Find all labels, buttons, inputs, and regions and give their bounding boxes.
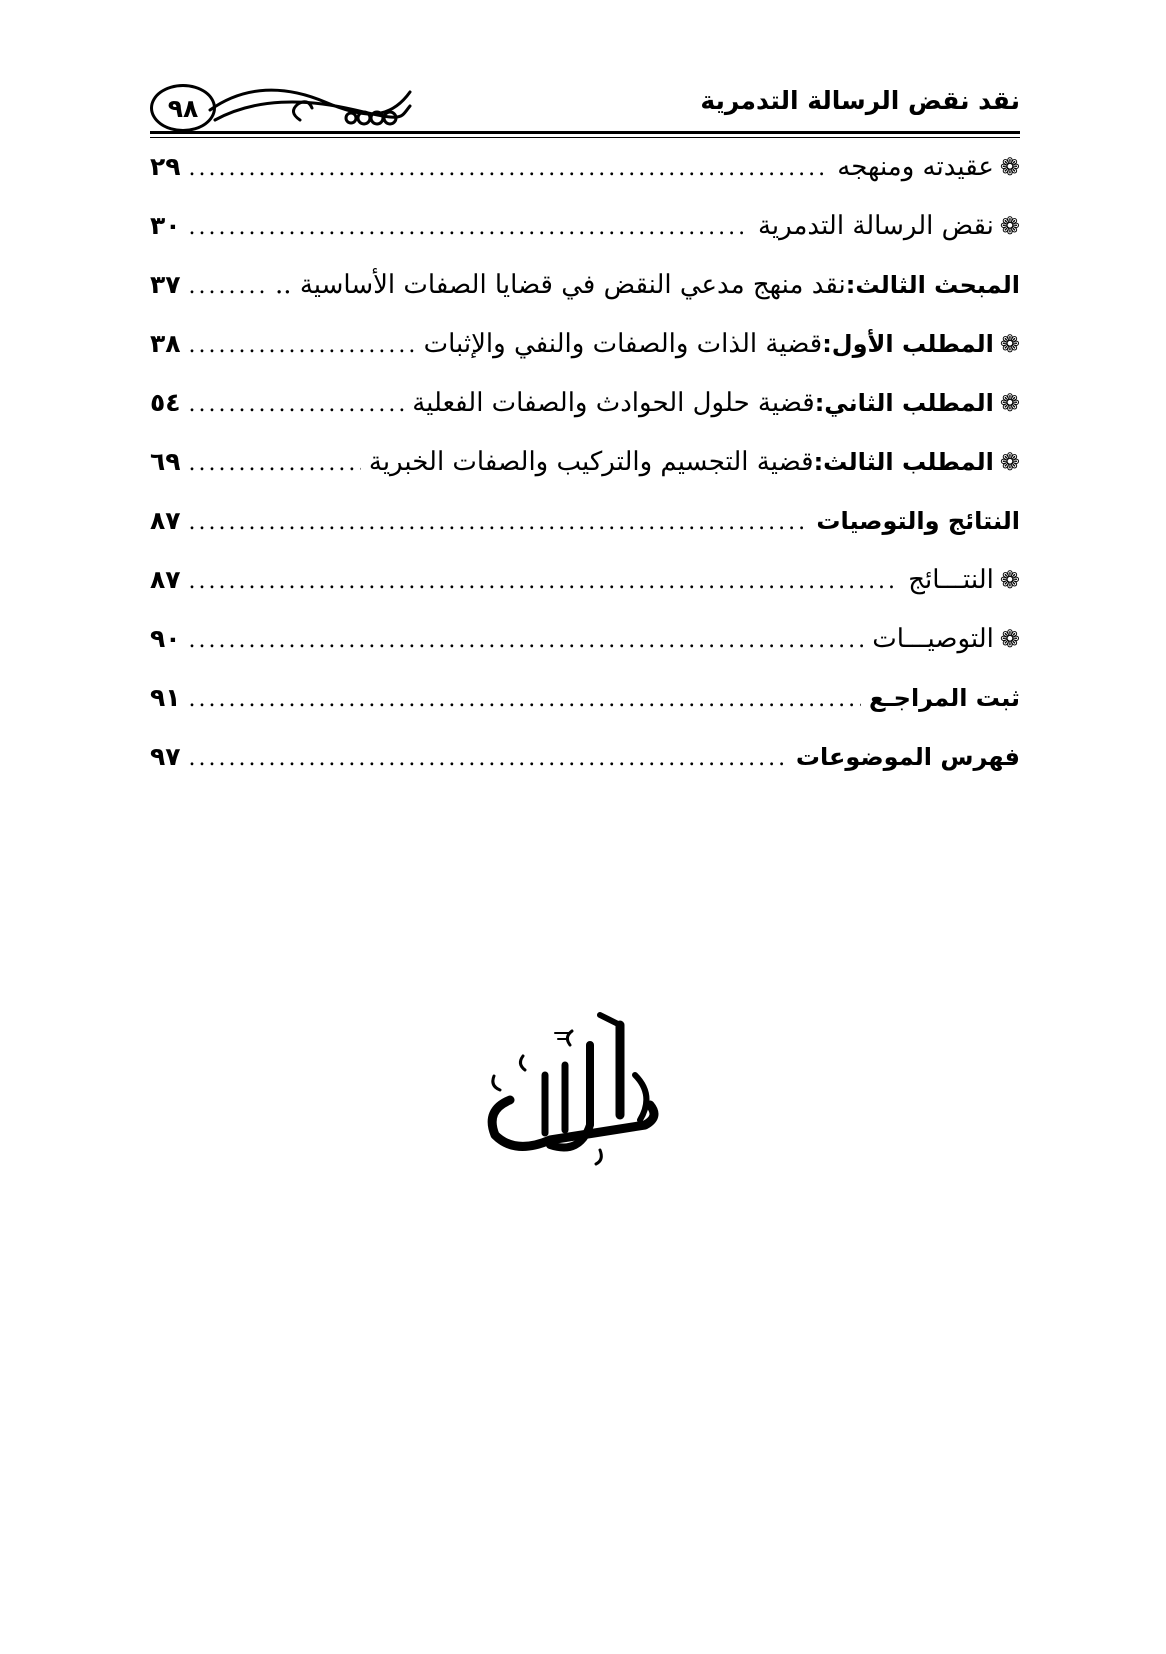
toc-entry[interactable]: [150, 742, 1020, 801]
dot-leader: [189, 274, 268, 299]
toc-entry[interactable]: [150, 624, 1020, 683]
toc-entry[interactable]: [150, 270, 1020, 329]
toc-entry-title: التوصيـــات: [872, 624, 994, 654]
toc-page-number: ٣٠: [150, 211, 181, 240]
dot-leader: [189, 392, 405, 417]
toc-page-number: ٣٧: [150, 270, 181, 299]
toc-entry-title: نقض الرسالة التدمرية: [757, 211, 994, 241]
toc-entry-title: ثبت المراجـع: [869, 684, 1020, 712]
toc-entry-heading: المطلب الثاني:: [814, 389, 994, 417]
dot-leader: [189, 687, 862, 712]
toc-entry[interactable]: [150, 388, 1020, 447]
toc-entry[interactable]: [150, 506, 1020, 565]
toc-page-number: ٥٤: [150, 388, 181, 417]
toc-entry[interactable]: [150, 329, 1020, 388]
flower-bullet-icon: ❁: [999, 330, 1020, 358]
running-title: نقد نقض الرسالة التدمرية: [700, 86, 1020, 115]
toc-entry-heading: المطلب الثالث:: [813, 448, 994, 476]
toc-page-number: ٩١: [150, 683, 181, 712]
header-ornament-icon: [205, 80, 415, 130]
toc-page-number: ٩٧: [150, 742, 181, 771]
toc-entry[interactable]: [150, 447, 1020, 506]
toc-entry-title: عقيدته ومنهجه: [837, 152, 994, 182]
toc-entry[interactable]: [150, 565, 1020, 624]
toc-entry-title: قضية التجسيم والتركيب والصفات الخبرية: [368, 447, 814, 477]
toc-page-number: ٣٨: [150, 329, 181, 358]
dot-leader: [189, 215, 750, 240]
toc-entry-title: النتائج والتوصيات: [816, 507, 1020, 535]
toc-entry-title: نقد منهج مدعي النقض في قضايا الصفات الأساسية ..: [275, 270, 846, 300]
dot-leader: [189, 569, 901, 594]
page-header: [150, 80, 1020, 132]
flower-bullet-icon: ❁: [999, 625, 1020, 653]
toc-entry[interactable]: [150, 152, 1020, 211]
toc-page-number: ٨٧: [150, 565, 181, 594]
toc-page-number: ٨٧: [150, 506, 181, 535]
dot-leader: [189, 451, 361, 476]
header-rule-thin: [150, 137, 1020, 138]
toc-entry-heading: المطلب الأول:: [822, 330, 994, 358]
dot-leader: [189, 628, 865, 653]
flower-bullet-icon: ❁: [999, 448, 1020, 476]
flower-bullet-icon: ❁: [999, 566, 1020, 594]
dot-leader: [189, 510, 809, 535]
dot-leader: [189, 333, 416, 358]
table-of-contents: [150, 152, 1020, 801]
toc-entry[interactable]: [150, 683, 1020, 742]
toc-entry-title: فهرس الموضوعات: [795, 743, 1020, 771]
flower-bullet-icon: ❁: [999, 153, 1020, 181]
calligraphy-icon: [470, 1005, 670, 1175]
toc-entry-title: قضية حلول الحوادث والصفات الفعلية: [412, 388, 815, 418]
toc-page-number: ٦٩: [150, 447, 181, 476]
toc-entry-title: النتـــائج: [908, 565, 994, 595]
dot-leader: [189, 746, 788, 771]
toc-entry-heading: المبحث الثالث:: [845, 271, 1020, 299]
flower-bullet-icon: ❁: [999, 212, 1020, 240]
header-rule-thick: [150, 131, 1020, 134]
toc-entry-title: قضية الذات والصفات والنفي والإثبات: [423, 329, 823, 359]
dot-leader: [189, 156, 830, 181]
toc-page-number: ٢٩: [150, 152, 181, 181]
flower-bullet-icon: ❁: [999, 389, 1020, 417]
toc-entry[interactable]: [150, 211, 1020, 270]
page-number: ٩٨: [167, 93, 199, 123]
toc-page-number: ٩٠: [150, 624, 181, 653]
